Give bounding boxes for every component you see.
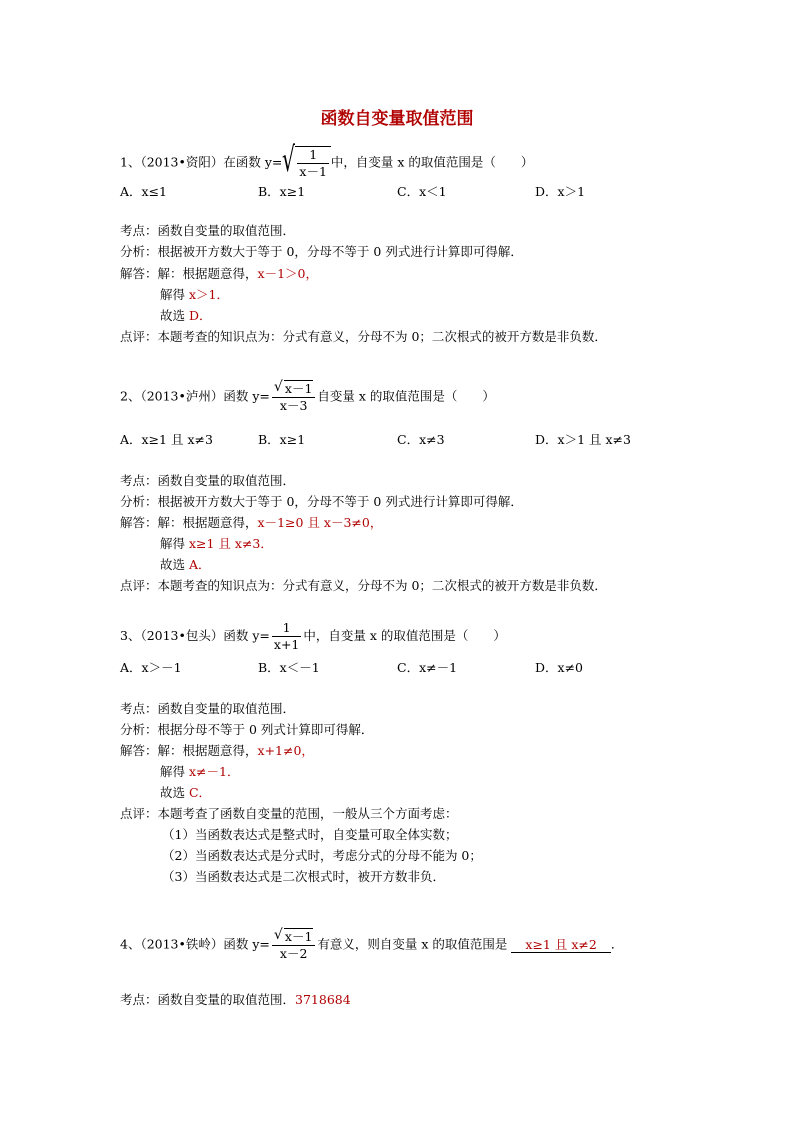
q2-option-a[interactable]: A．x≥1 且 x≠3 bbox=[120, 432, 213, 447]
q3-point-3: （3）当函数表达式是二次根式时，被开方数非负． bbox=[162, 869, 445, 884]
fraction: √ x－1 x－2 bbox=[272, 928, 316, 962]
page-title: 函数自变量取值范围 bbox=[320, 109, 474, 129]
fraction: $\frac{1}{x+1}$ bbox=[273, 620, 300, 652]
q2-kaodian: 考点：函数自变量的取值范围． bbox=[120, 473, 296, 488]
sqrt-fraction: √ $\frac{1}{x-1}$ bbox=[282, 146, 331, 180]
q4-kaodian: 考点：函数自变量的取值范围．3718684 bbox=[120, 992, 351, 1007]
q1-jieda: 解答：解：根据题意得，x－1＞0， bbox=[120, 266, 318, 281]
q1-option-a[interactable]: A．x≤1 bbox=[120, 184, 168, 199]
q2-option-d[interactable]: D．x＞1 且 x≠3 bbox=[535, 432, 631, 447]
question-2-stem: 2、（2013•泸州）函数 y= √ x－1 x－3 自变量 x 的取值范围是（ ） bbox=[120, 379, 495, 413]
q3-jieda: 解答：解：根据题意得，x+1≠0， bbox=[120, 743, 314, 758]
q2-fenxi: 分析：根据被开方数大于等于 0，分母不等于 0 列式进行计算即可得解． bbox=[120, 494, 523, 509]
q3-option-d[interactable]: D．x≠0 bbox=[535, 660, 583, 675]
q1-kaodian: 考点：函数自变量的取值范围． bbox=[120, 223, 296, 238]
question-code: 3718684 bbox=[295, 992, 351, 1007]
q1-option-c[interactable]: C．x＜1 bbox=[397, 184, 447, 199]
q1-fenxi: 分析：根据被开方数大于等于 0，分母不等于 0 列式进行计算即可得解． bbox=[120, 244, 523, 259]
q3-point-2: （2）当函数表达式是分式时，考虑分式的分母不能为 0； bbox=[162, 848, 482, 863]
q2-dianping: 点评：本题考查的知识点为：分式有意义，分母不为 0；二次根式的被开方数是非负数． bbox=[120, 578, 607, 593]
q1-dianping: 点评：本题考查的知识点为：分式有意义，分母不为 0；二次根式的被开方数是非负数． bbox=[120, 329, 607, 344]
q3-option-b[interactable]: B．x＜－1 bbox=[258, 660, 320, 675]
q3-jieda-step2: 解得 x≠－1． bbox=[160, 764, 240, 779]
q3-dianping: 点评：本题考查了函数自变量的范围，一般从三个方面考虑： bbox=[120, 806, 458, 821]
q3-kaodian: 考点：函数自变量的取值范围． bbox=[120, 701, 296, 716]
q2-jieda: 解答：解：根据题意得，x－1≥0 且 x－3≠0， bbox=[120, 515, 383, 530]
q3-jieda-step3: 故选 C． bbox=[160, 785, 212, 800]
q3-option-c[interactable]: C．x≠－1 bbox=[397, 660, 458, 675]
q2-option-b[interactable]: B．x≥1 bbox=[258, 432, 306, 447]
q1-option-b[interactable]: B．x≥1 bbox=[258, 184, 306, 199]
fraction: √ x－1 x－3 bbox=[272, 380, 316, 414]
question-4-stem: 4、（2013•铁岭）函数 y= √ x－1 x－2 有意义，则自变量 x 的取值范围是 x≥1 且 x≠2 ． bbox=[120, 927, 624, 961]
q1-jieda-step3: 故选 D． bbox=[160, 308, 212, 323]
q2-jieda-step2: 解得 x≥1 且 x≠3． bbox=[160, 536, 273, 551]
q3-option-a[interactable]: A．x＞－1 bbox=[120, 660, 182, 675]
q1-jieda-step2: 解得 x＞1． bbox=[160, 287, 229, 302]
q3-point-1: （1）当函数表达式是整式时，自变量可取全体实数； bbox=[162, 827, 458, 842]
answer-blank[interactable]: x≥1 且 x≠2 bbox=[511, 937, 610, 953]
question-3-stem: 3、（2013•包头）函数 y= $\frac{1}{x+1}$ 中，自变量 x 的取值范围是（ ） bbox=[120, 620, 506, 652]
q2-jieda-step3: 故选 A． bbox=[160, 557, 211, 572]
q1-option-d[interactable]: D．x＞1 bbox=[535, 184, 586, 199]
question-1-stem: 1、（2013•资阳）在函数 y= √ $\frac{1}{x-1}$ 中，自变量 x 的取值范围是（ ） bbox=[120, 140, 534, 180]
q3-fenxi: 分析：根据分母不等于 0 列式计算即可得解． bbox=[120, 722, 374, 737]
q2-option-c[interactable]: C．x≠3 bbox=[397, 432, 445, 447]
